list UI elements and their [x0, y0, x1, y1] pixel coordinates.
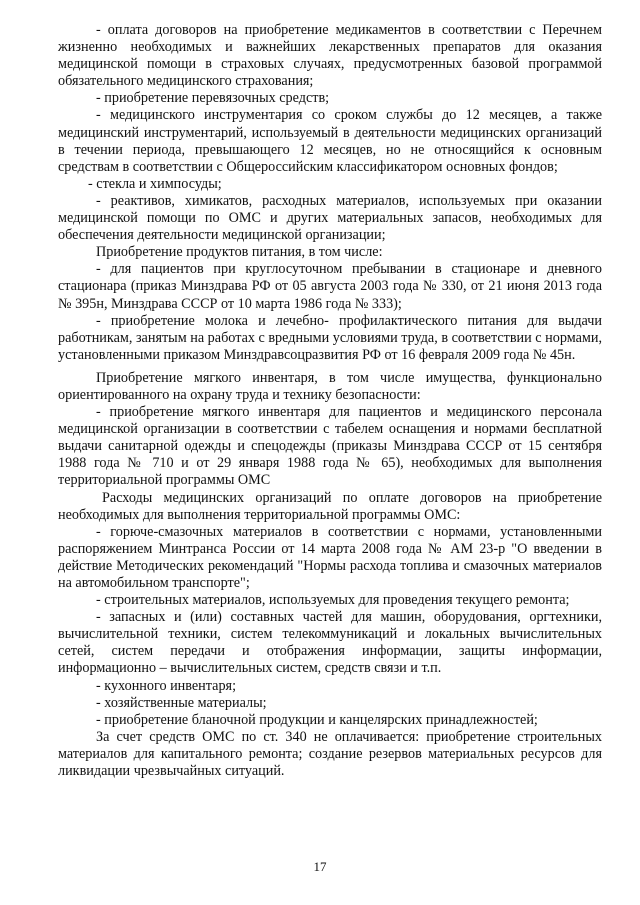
paragraph-not-paid: За счет средств ОМС по ст. 340 не оплачивается: приобретение строительных материалов для капитального ремонта; создание резервов материальных ресурсов для ликвидации чрезвычайных ситуаций.: [58, 728, 602, 780]
paragraph-spare-parts: - запасных и (или) составных частей для машин, оборудования, оргтехники, вычислительной техники, систем телекоммуникаций и локальных вычислительных сетей, систем передачи и отображения информации, защиты информации, информационно – вычислительных систем, средств связи и т.п.: [58, 609, 602, 677]
paragraph-soft-inventory: - приобретение мягкого инвентаря для пациентов и медицинского персонала медицинской организации в соответствии с табелем оснащения и нормами бесплатной выдачи санитарной одежды и спецодежды (приказы Минздрава СССР от 15 сентября 1988 года № 710 и от 29 января 1988 года № 65), необходимых для выполнения территориальной программы ОМС: [58, 404, 602, 489]
paragraph-soft-inventory-heading: Приобретение мягкого инвентаря, в том числе имущества, функционально ориентированного на охрану труда и технику безопасности:: [58, 369, 602, 403]
paragraph-glassware: - стекла и химпосуды;: [88, 175, 222, 192]
paragraph-dressings: - приобретение перевязочных средств;: [96, 90, 330, 107]
paragraph-construction-materials: - строительных материалов, используемых для проведения текущего ремонта;: [96, 592, 570, 609]
paragraph-milk: - приобретение молока и лечебно- профилактического питания для выдачи работникам, занятым на работах с вредными условиями труда, в соответствии с нормами, установленными приказом Минздравсоцразвития РФ от 16 февраля 2009 года № 45н.: [58, 312, 602, 363]
paragraph-food-patients: - для пациентов при круглосуточном пребывании в стационаре и дневного стационара (приказ Минздрава РФ от 05 августа 2003 года № 330, от 21 июня 2013 года № 395н, Минздрава СССР от 10 марта 1986 года № 333);: [58, 261, 602, 312]
paragraph-medicines: - оплата договоров на приобретение медикаментов в соответствии с Перечнем жизненно необходимых и важнейших лекарственных препаратов для оказания медицинской помощи в страховых случаях, предусмотренных базовой программой обязательного медицинского страхования;: [58, 22, 602, 90]
paragraph-reagents: - реактивов, химикатов, расходных материалов, используемых при оказании медицинской помощи по ОМС и других материальных запасов, необходимых для обеспечения деятельности медицинской организации;: [58, 192, 602, 244]
paragraph-stationery: - приобретение бланочной продукции и канцелярских принадлежностей;: [96, 711, 538, 728]
paragraph-food-heading: Приобретение продуктов питания, в том числе:: [96, 244, 383, 261]
paragraph-household: - хозяйственные материалы;: [96, 694, 267, 711]
page-number: 17: [313, 859, 327, 874]
paragraph-kitchen: - кухонного инвентаря;: [96, 677, 237, 694]
paragraph-fuel: - горюче-смазочных материалов в соответствии с нормами, установленными распоряжением Минтранса России от 14 марта 2008 года № АМ 23-р "О введении в действие Методических рекомендаций "Нормы расхода топлива и смазочных материалов на автомобильном транспорте";: [58, 523, 602, 591]
paragraph-expenses-heading: Расходы медицинских организаций по оплате договоров на приобретение необходимых для выполнения территориальной программы ОМС:: [58, 489, 602, 523]
paragraph-instruments: - медицинского инструментария со сроком службы до 12 месяцев, а также медицинский инструментарий, используемый в деятельности медицинских организаций в течении периода, превышающего 12 месяцев, но не относящийся к основным средствам в соответствии с Общероссийским классификатором основных фондов;: [58, 107, 602, 175]
